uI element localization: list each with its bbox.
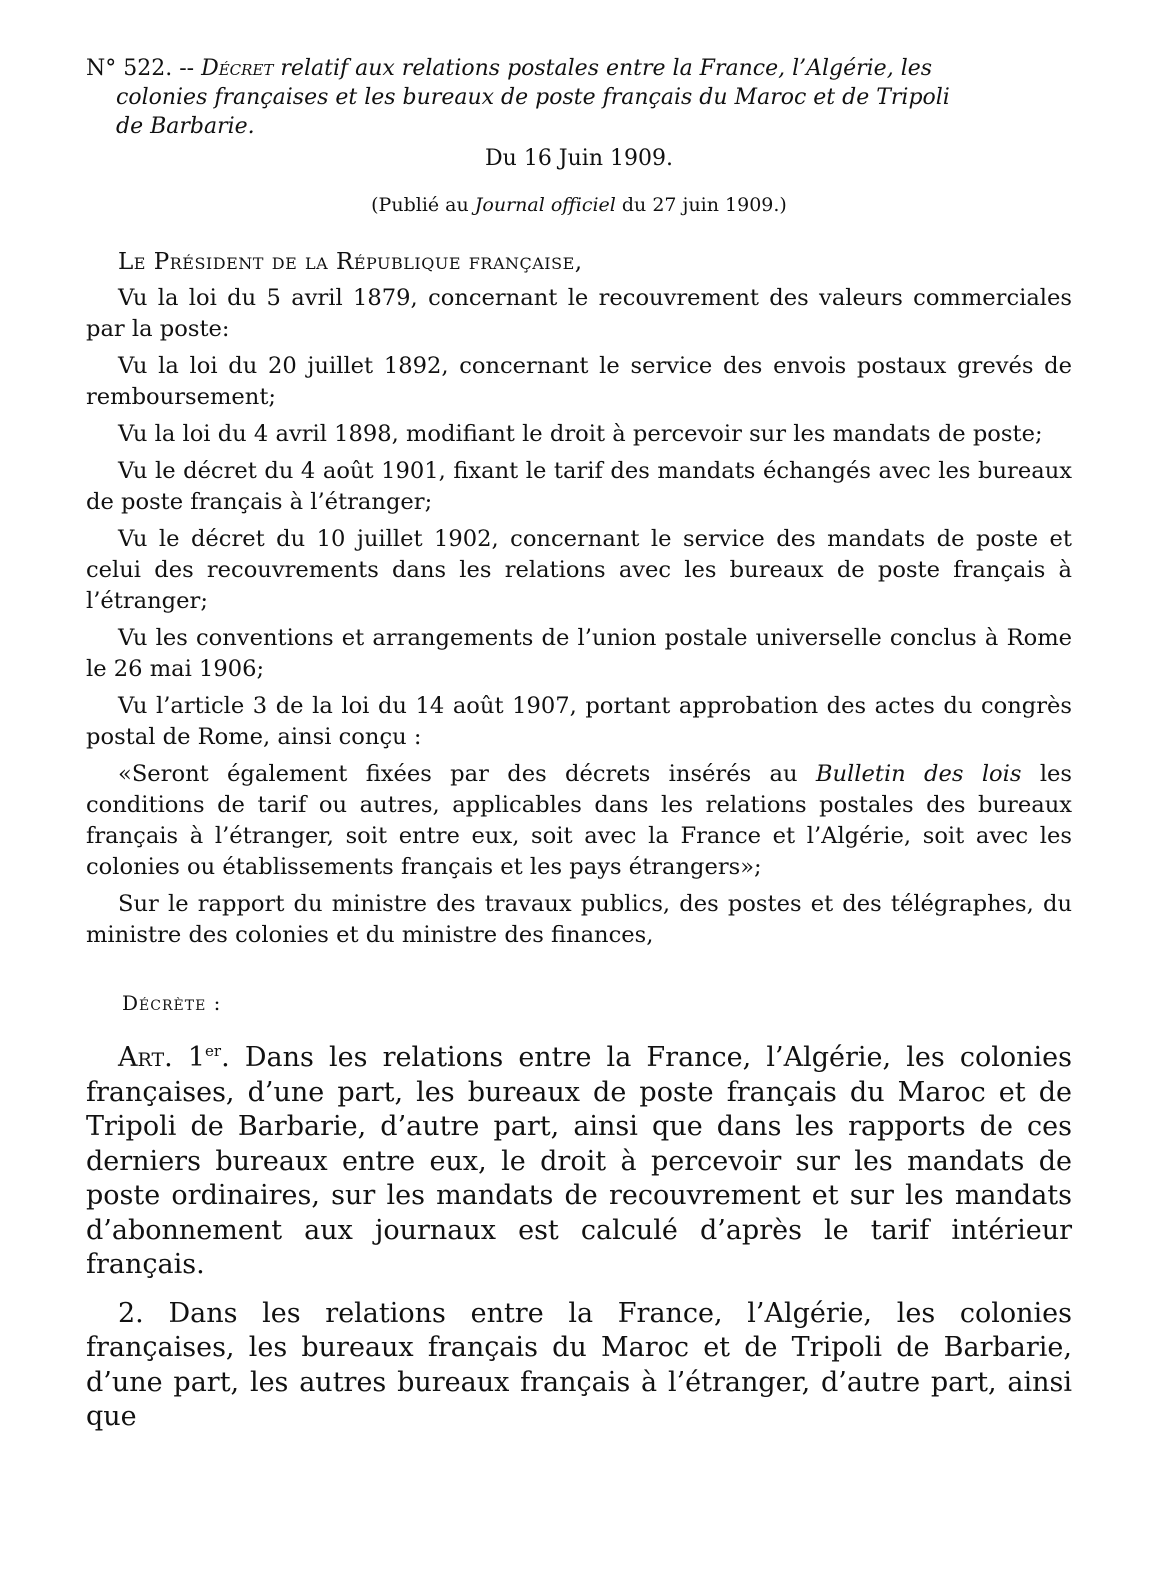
article-2: 2. Dans les relations entre la France, l’Algérie, les colonies françaises, les bureaux français du Maroc et de Tripoli de Barbarie, d’une part, les autres bureaux français à l’étranger, d’autre part, ainsi que <box>86 1297 1072 1432</box>
decree-title-line2: colonies françaises et les bureaux de poste français du Maroc et de Tripoli <box>116 85 950 110</box>
article-1-label: Art. 1 <box>118 1042 206 1073</box>
article-1-sup: er <box>205 1042 222 1060</box>
decree-title-line1: relatif aux relations postales entre la France, l’Algérie, les <box>273 56 933 81</box>
consideration-2: Vu la loi du 20 juillet 1892, concernant le service des envois postaux grevés de remboursement; <box>86 353 1072 410</box>
consideration-3: Vu la loi du 4 avril 1898, modifiant le droit à percevoir sur les mandats de poste; <box>118 421 1043 447</box>
consideration-5: Vu le décret du 10 juillet 1902, concernant le service des mandats de poste et celui des recouvrements dans les relations avec les bureaux de poste français à l’étranger; <box>86 526 1072 614</box>
rapport-line: Sur le rapport du ministre des travaux publics, des postes et des télégraphes, du ministre des colonies et du ministre des finances, <box>86 891 1072 948</box>
president-line: Le Président de la République française, <box>118 249 583 275</box>
decree-word: Décret <box>201 56 274 81</box>
publication-note <box>86 193 1072 217</box>
decree-title-line3: de Barbarie. <box>116 114 255 139</box>
document-page <box>86 54 1072 1435</box>
consideration-1: Vu la loi du 5 avril 1879, concernant le recouvrement des valeurs commerciales par la poste: <box>86 285 1072 342</box>
quoted-article <box>86 759 1072 883</box>
consideration-7: Vu l’article 3 de la loi du 14 août 1907, portant approbation des actes du congrès postal de Rome, ainsi conçu : <box>86 693 1072 750</box>
article-1-text: . Dans les relations entre la France, l’Algérie, les colonies françaises, d’une part, les bureaux de poste français du Maroc et de Tripoli de Barbarie, d’autre part, ainsi que dans les rapports de ces derniers bureaux entre eux, le droit à percevoir sur les mandats de poste ordinaires, sur les mandats de recouvrement et sur les mandats d’abonnement aux journaux est calculé d’après le tarif intérieur français. <box>86 1042 1072 1280</box>
quote-prefix: «Seront également fixées par des décrets insérés au <box>118 761 816 787</box>
publication-prefix: (Publié au <box>371 194 475 216</box>
publication-journal: Journal officiel <box>474 194 616 216</box>
consideration-4: Vu le décret du 4 août 1901, fixant le tarif des mandats échangés avec les bureaux de poste français à l’étranger; <box>86 458 1072 515</box>
quote-suffix: les conditions de tarif ou autres, applicables dans les relations postales des bureaux français à l’étranger, soit entre eux, soit avec la France et l’Algérie, soit avec les colonies ou établissements français et les pays étrangers»; <box>86 761 1073 880</box>
quote-bulletin: Bulletin des lois <box>815 761 1022 787</box>
article-1 <box>86 1041 1072 1283</box>
consideration-6: Vu les conventions et arrangements de l’union postale universelle conclus à Rome le 26 mai 1906; <box>86 625 1072 682</box>
decree-number: N° 522. -- <box>86 56 195 81</box>
decrete-heading: Décrète : <box>122 991 222 1015</box>
decree-heading <box>86 54 1072 141</box>
publication-suffix: du 27 juin 1909.) <box>615 194 787 216</box>
decree-date: Du 16 Juin 1909. <box>485 146 673 171</box>
